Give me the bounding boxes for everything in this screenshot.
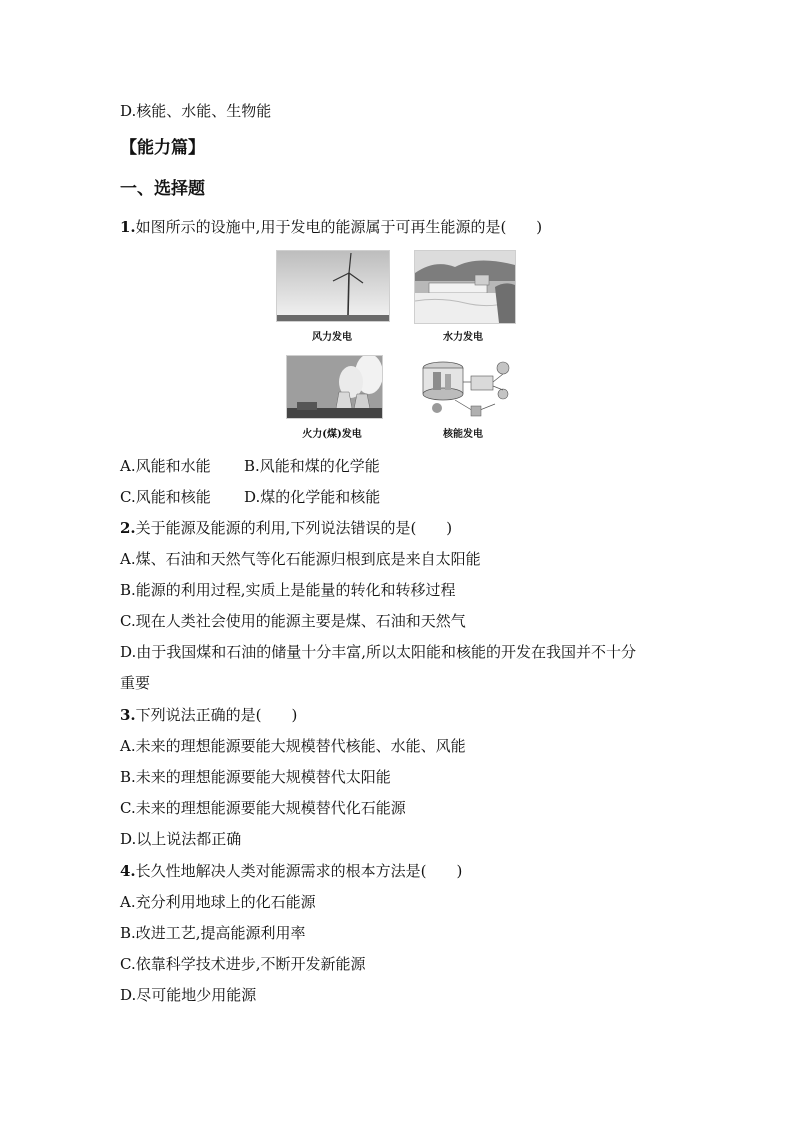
question-2-option-b: B.能源的利用过程,实质上是能量的转化和转移过程 bbox=[120, 581, 456, 599]
thermal-power-photo bbox=[286, 355, 383, 419]
power-generation-figure bbox=[276, 250, 516, 445]
question-2-option-c: C.现在人类社会使用的能源主要是煤、石油和天然气 bbox=[120, 612, 466, 630]
previous-question-option-d: D.核能、水能、生物能 bbox=[120, 102, 272, 120]
caption-hydro-power: 水力发电 bbox=[443, 332, 483, 343]
question-4 bbox=[120, 861, 462, 881]
question-4-option-c: C.依靠科学技术进步,不断开发新能源 bbox=[120, 955, 366, 973]
caption-wind-power: 风力发电 bbox=[312, 332, 352, 343]
question-3-option-c: C.未来的理想能源要能大规模替代化石能源 bbox=[120, 799, 406, 817]
question-1-option-d: D.煤的化学能和核能 bbox=[244, 488, 381, 506]
question-2-option-d: D.由于我国煤和石油的储量十分丰富,所以太阳能和核能的开发在我国并不十分 bbox=[120, 643, 637, 661]
question-2-option-d-continued: 重要 bbox=[120, 674, 151, 692]
question-3-number: 3. bbox=[120, 706, 136, 724]
question-3-option-b: B.未来的理想能源要能大规模替代太阳能 bbox=[120, 768, 391, 786]
nuclear-power-diagram bbox=[414, 353, 516, 423]
question-2-option-a: A.煤、石油和天然气等化石能源归根到底是来自太阳能 bbox=[120, 550, 481, 568]
question-4-option-a: A.充分利用地球上的化石能源 bbox=[120, 893, 316, 911]
question-1-option-b: B.风能和煤的化学能 bbox=[244, 457, 380, 475]
question-3-option-d: D.以上说法都正确 bbox=[120, 830, 242, 848]
question-4-option-b: B.改进工艺,提高能源利用率 bbox=[120, 924, 306, 942]
question-1-option-a: A.风能和水能 bbox=[120, 457, 211, 475]
question-2 bbox=[120, 518, 452, 538]
question-1-number: 1. bbox=[120, 218, 136, 236]
question-2-number: 2. bbox=[120, 519, 136, 537]
question-1-option-c: C.风能和核能 bbox=[120, 488, 211, 506]
question-3 bbox=[120, 705, 297, 725]
section-title: 一、选择题 bbox=[120, 179, 205, 199]
section-label: 【能力篇】 bbox=[120, 138, 205, 158]
question-1-text: 如图所示的设施中,用于发电的能源属于可再生能源的是( ) bbox=[135, 218, 543, 236]
question-4-option-d: D.尽可能地少用能源 bbox=[120, 986, 257, 1004]
question-1 bbox=[120, 217, 542, 237]
question-2-text: 关于能源及能源的利用,下列说法错误的是( ) bbox=[135, 519, 453, 537]
question-3-text: 下列说法正确的是( ) bbox=[135, 706, 298, 724]
question-4-text: 长久性地解决人类对能源需求的根本方法是( ) bbox=[135, 862, 463, 880]
question-3-option-a: A.未来的理想能源要能大规模替代核能、水能、风能 bbox=[120, 737, 466, 755]
question-4-number: 4. bbox=[120, 862, 136, 880]
caption-thermal-power: 火力(煤)发电 bbox=[302, 429, 362, 440]
hydro-power-photo bbox=[414, 250, 516, 324]
wind-power-photo bbox=[276, 250, 390, 322]
caption-nuclear-power: 核能发电 bbox=[443, 429, 483, 440]
